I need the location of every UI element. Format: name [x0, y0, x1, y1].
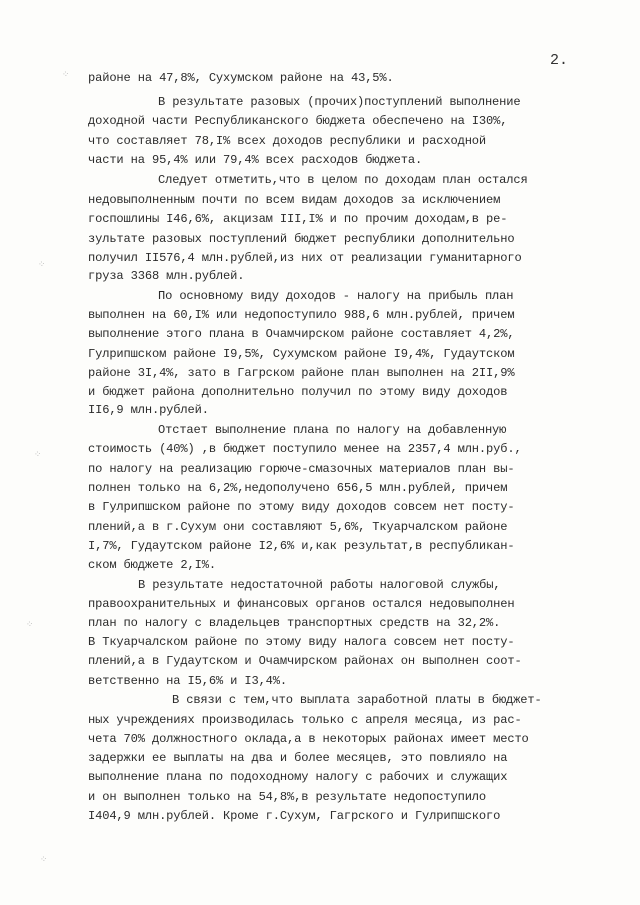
- text-line: Следует отметить,что в целом по доходам план остался: [158, 173, 528, 187]
- text-line: полнен только на 6,2%,недополучено 656,5 млн.рублей, причем: [88, 481, 508, 495]
- text-line: выполнен на 60,I% или недопоступило 988,6 млн.рублей, причем: [88, 308, 515, 322]
- text-line: В Ткуарчалском районе по этому виду налога совсем нет посту-: [88, 635, 515, 649]
- text-line: доходной части Республиканского бюджета обеспечено на I30%,: [88, 114, 508, 128]
- text-line: госпошлины I46,6%, акцизам III,I% и по прочим доходам,в ре-: [88, 212, 508, 226]
- text-line: правоохранительных и финансовых органов остался недовыполнен: [88, 597, 515, 611]
- text-line: и бюджет района дополнительно получил по этому виду доходов: [88, 385, 508, 399]
- text-line: получил II576,4 млн.рублей,из них от реализации гуманитарного: [88, 251, 522, 265]
- text-line: чета 70% должностного оклада,а в некоторых районах имеет место: [88, 732, 529, 746]
- margin-mark: ⁘: [25, 619, 35, 631]
- text-line: I404,9 млн.рублей. Кроме г.Сухум, Гагрского и Гулрипшского: [88, 809, 501, 823]
- text-line: задержки ее выплаты на два и более месяцев, это повлияло на: [88, 751, 508, 765]
- text-line: плений,а в г.Сухум они составляют 5,6%, Ткуарчалском районе: [88, 520, 508, 534]
- text-line: зультате разовых поступлений бюджет республики дополнительно: [88, 232, 515, 246]
- text-line: районе на 47,8%, Сухумском районе на 43,5%.: [88, 71, 394, 85]
- text-line: стоимость (40%) ,в бюджет поступило менее на 2357,4 млн.руб.,: [88, 442, 522, 456]
- text-line: ском бюджете 2,I%.: [88, 558, 216, 572]
- text-line: Гулрипшском районе I9,5%, Сухумском районе I9,4%, Гудаутском: [88, 347, 515, 361]
- text-line: районе 3I,4%, зато в Гагрском районе план выполнен на 2II,9%: [88, 366, 515, 380]
- text-line: I,7%, Гудаутском районе I2,6% и,как результат,в республикан-: [88, 539, 515, 553]
- text-line: Отстает выполнение плана по налогу на добавленную: [158, 423, 507, 437]
- text-line: недовыполненным почти по всем видам доходов за исключением: [88, 193, 501, 207]
- text-line: В результате недостаточной работы налоговой службы,: [138, 578, 501, 592]
- text-line: части на 95,4% или 79,4% всех расходов бюджета.: [88, 153, 423, 167]
- text-line: план по налогу с владельцев транспортных средств на 32,2%.: [88, 616, 501, 630]
- text-line: груза 3368 млн.рублей.: [88, 269, 245, 283]
- text-line: выполнение плана по подоходному налогу с рабочих и служащих: [88, 770, 508, 784]
- margin-mark: ⁘: [37, 259, 47, 271]
- text-line: В связи с тем,что выплата заработной платы в бюджет-: [172, 693, 542, 707]
- text-line: ных учреждениях производилась только с апреля месяца, из рас-: [88, 713, 522, 727]
- text-line: По основному виду доходов - налогу на прибыль план: [158, 289, 514, 303]
- text-line: II6,9 млн.рублей.: [88, 403, 209, 417]
- text-line: плений,а в Гудаутском и Очамчирском районах он выполнен соот-: [88, 654, 522, 668]
- text-line: что составляет 78,I% всех доходов республики и расходной: [88, 134, 487, 148]
- text-line: В результате разовых (прочих)поступлений выполнение: [158, 95, 521, 109]
- margin-mark: ⁘: [39, 854, 49, 866]
- text-line: ветственно на I5,6% и I3,4%.: [88, 674, 288, 688]
- text-line: по налогу на реализацию горюче-смазочных материалов план вы-: [88, 462, 515, 476]
- text-line: и он выполнен только на 54,8%,в результате недопоступило: [88, 790, 487, 804]
- margin-mark: ⁘: [33, 449, 43, 461]
- margin-mark: ⁘: [61, 69, 71, 81]
- text-line: выполнение этого плана в Очамчирском районе составляет 4,2%,: [88, 327, 515, 341]
- page-number: 2.: [550, 52, 569, 69]
- text-line: в Гулрипшском районе по этому виду доходов совсем нет посту-: [88, 500, 515, 514]
